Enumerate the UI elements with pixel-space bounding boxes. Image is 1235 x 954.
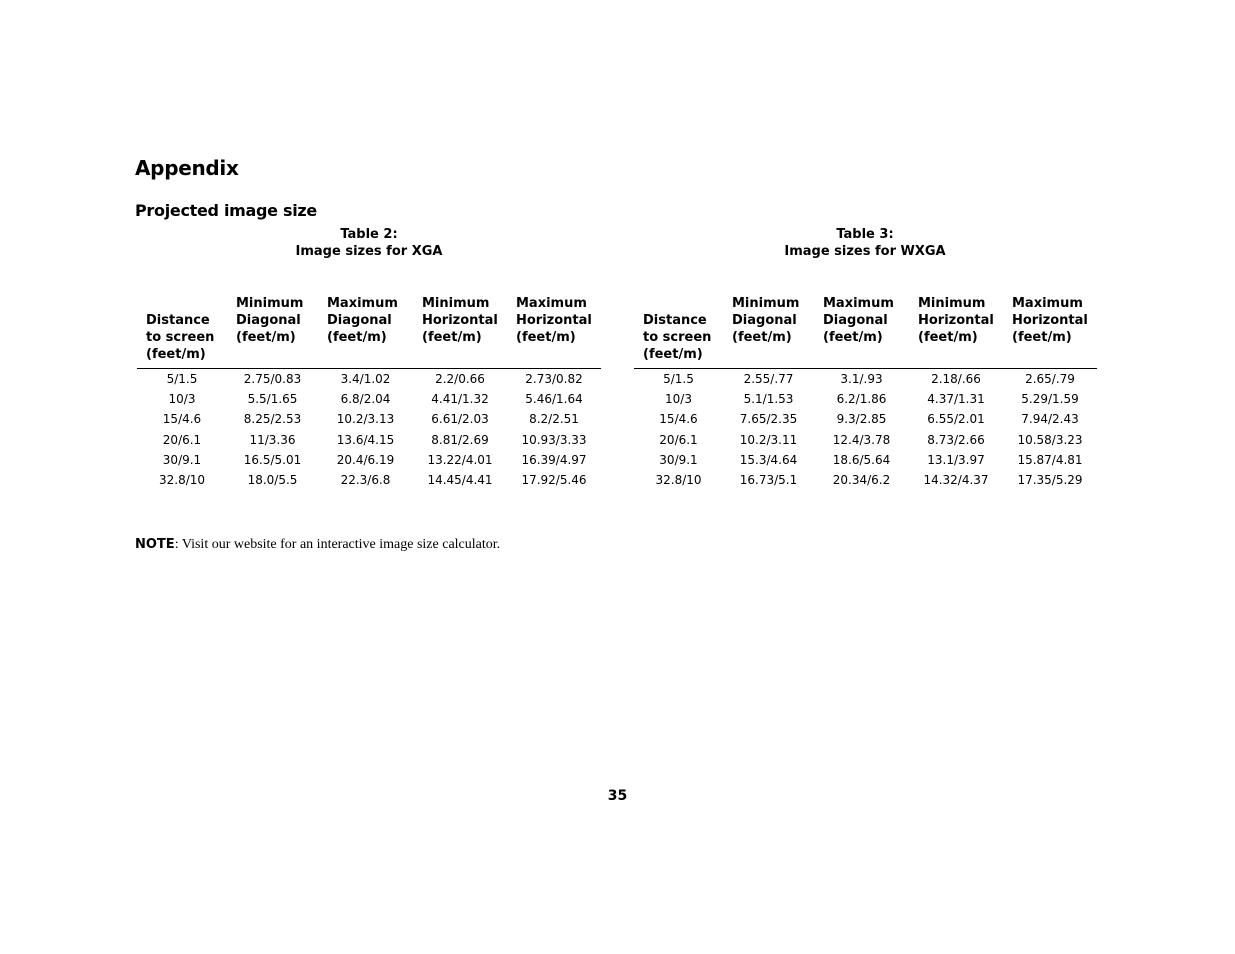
- table-caption-xga: [269, 226, 469, 260]
- table-cell: 14.32/4.37: [923, 473, 989, 488]
- table-cell: 32.8/10: [158, 473, 206, 488]
- table-cell: 30/9.1: [162, 452, 202, 467]
- table-cell: 16.5/5.01: [243, 452, 302, 467]
- table-cell: 30/9.1: [659, 452, 698, 467]
- table-cell: 10.58/3.23: [1017, 432, 1083, 447]
- table-cell: 16.73/5.1: [739, 473, 798, 488]
- table-cell: 6.55/2.01: [927, 412, 985, 427]
- table-cell: 8.73/2.66: [927, 432, 985, 447]
- column-header-min-horizontal: Minimum Horizontal (feet/m): [918, 296, 994, 345]
- table-cell: 15/4.6: [162, 412, 202, 427]
- table-row: [137, 389, 601, 409]
- table-header-row: [137, 295, 601, 369]
- table-row: [634, 450, 1097, 470]
- table-cell: 5/1.5: [166, 372, 198, 386]
- table-cell: 5.29/1.59: [1021, 392, 1079, 407]
- table-cell: 10.93/3.33: [521, 432, 587, 447]
- column-header-max-diagonal: Maximum Diagonal (feet/m): [823, 296, 894, 345]
- table-cell: 13.1/3.97: [927, 452, 985, 467]
- note-text: : Visit our website for an interactive image size calculator.: [174, 537, 501, 552]
- table-cell: 7.94/2.43: [1021, 412, 1079, 427]
- table-cell: 20.34/6.2: [832, 473, 891, 488]
- table-cell: 16.39/4.97: [521, 452, 587, 467]
- table-cell: 12.4/3.78: [832, 432, 891, 447]
- table-cell: 6.61/2.03: [431, 412, 489, 427]
- table-cell: 10/3: [665, 392, 692, 407]
- table-caption-number: Table 3:: [836, 227, 894, 242]
- table-row: [634, 389, 1097, 409]
- table-cell: 22.3/6.8: [340, 473, 391, 488]
- table-cell: 20/6.1: [162, 432, 202, 447]
- column-header-min-diagonal: Minimum Diagonal (feet/m): [732, 296, 800, 345]
- table-cell: 8.2/2.51: [529, 412, 579, 427]
- column-header-max-diagonal: Maximum Diagonal (feet/m): [327, 296, 398, 345]
- table-cell: 10.2/3.13: [336, 412, 395, 427]
- table-cell: 2.2/0.66: [435, 372, 485, 386]
- table-cell: 6.8/2.04: [340, 392, 391, 407]
- column-header-min-horizontal: Minimum Horizontal (feet/m): [422, 296, 498, 345]
- page-title: Appendix: [135, 156, 239, 180]
- table-row: [137, 450, 601, 470]
- table-caption-title: Image sizes for XGA: [295, 244, 443, 259]
- table-cell: 17.92/5.46: [521, 473, 587, 488]
- table-cell: 2.65/.79: [1025, 372, 1075, 386]
- table-cell: 4.37/1.31: [927, 392, 985, 407]
- column-header-max-horizontal: Maximum Horizontal (feet/m): [516, 296, 592, 345]
- table-caption-number: Table 2:: [340, 227, 398, 242]
- table-cell: 5/1.5: [663, 372, 694, 386]
- note-paragraph: [135, 537, 500, 553]
- table-cell: 2.18/.66: [931, 372, 981, 386]
- table-row: [137, 369, 601, 390]
- column-header-distance: Distance to screen (feet/m): [643, 313, 712, 362]
- xga-size-table: [137, 295, 601, 490]
- column-header-distance: Distance to screen (feet/m): [146, 313, 215, 362]
- table-row: [137, 470, 601, 490]
- note-label: NOTE: [135, 537, 175, 552]
- table-cell: 13.22/4.01: [427, 452, 493, 467]
- table-row: [634, 470, 1097, 490]
- table-cell: 20/6.1: [659, 432, 698, 447]
- table-cell: 14.45/4.41: [427, 473, 493, 488]
- table-cell: 32.8/10: [655, 473, 702, 488]
- table-cell: 2.73/0.82: [525, 372, 583, 386]
- table-cell: 13.6/4.15: [336, 432, 395, 447]
- table-cell: 17.35/5.29: [1017, 473, 1083, 488]
- table-row: [137, 409, 601, 429]
- table-cell: 7.65/2.35: [739, 412, 798, 427]
- table-cell: 11/3.36: [249, 432, 296, 447]
- section-title: Projected image size: [135, 201, 317, 220]
- page-number: 35: [607, 788, 628, 804]
- table-row: [137, 430, 601, 450]
- table-cell: 9.3/2.85: [836, 412, 887, 427]
- table-cell: 2.55/.77: [743, 372, 794, 386]
- table-cell: 20.4/6.19: [336, 452, 395, 467]
- table-cell: 5.46/1.64: [525, 392, 583, 407]
- table-cell: 18.6/5.64: [832, 452, 891, 467]
- table-cell: 10.2/3.11: [739, 432, 798, 447]
- table-cell: 18.0/5.5: [247, 473, 298, 488]
- column-header-max-horizontal: Maximum Horizontal (feet/m): [1012, 296, 1088, 345]
- table-cell: 3.4/1.02: [340, 372, 391, 386]
- table-cell: 6.2/1.86: [836, 392, 887, 407]
- table-cell: 4.41/1.32: [431, 392, 489, 407]
- table-caption-wxga: [765, 226, 965, 260]
- table-cell: 2.75/0.83: [243, 372, 302, 386]
- table-cell: 5.5/1.65: [247, 392, 298, 407]
- table-row: [634, 430, 1097, 450]
- table-cell: 8.25/2.53: [243, 412, 302, 427]
- table-row: [634, 369, 1097, 390]
- wxga-size-table: [634, 295, 1097, 490]
- table-cell: 5.1/1.53: [743, 392, 794, 407]
- table-cell: 15/4.6: [659, 412, 698, 427]
- table-header-row: [634, 295, 1097, 369]
- table-cell: 15.87/4.81: [1017, 452, 1083, 467]
- column-header-min-diagonal: Minimum Diagonal (feet/m): [236, 296, 304, 345]
- table-caption-title: Image sizes for WXGA: [784, 244, 946, 259]
- table-cell: 10/3: [168, 392, 196, 407]
- table-row: [634, 409, 1097, 429]
- table-cell: 15.3/4.64: [739, 452, 798, 467]
- table-cell: 3.1/.93: [840, 372, 883, 386]
- table-cell: 8.81/2.69: [431, 432, 489, 447]
